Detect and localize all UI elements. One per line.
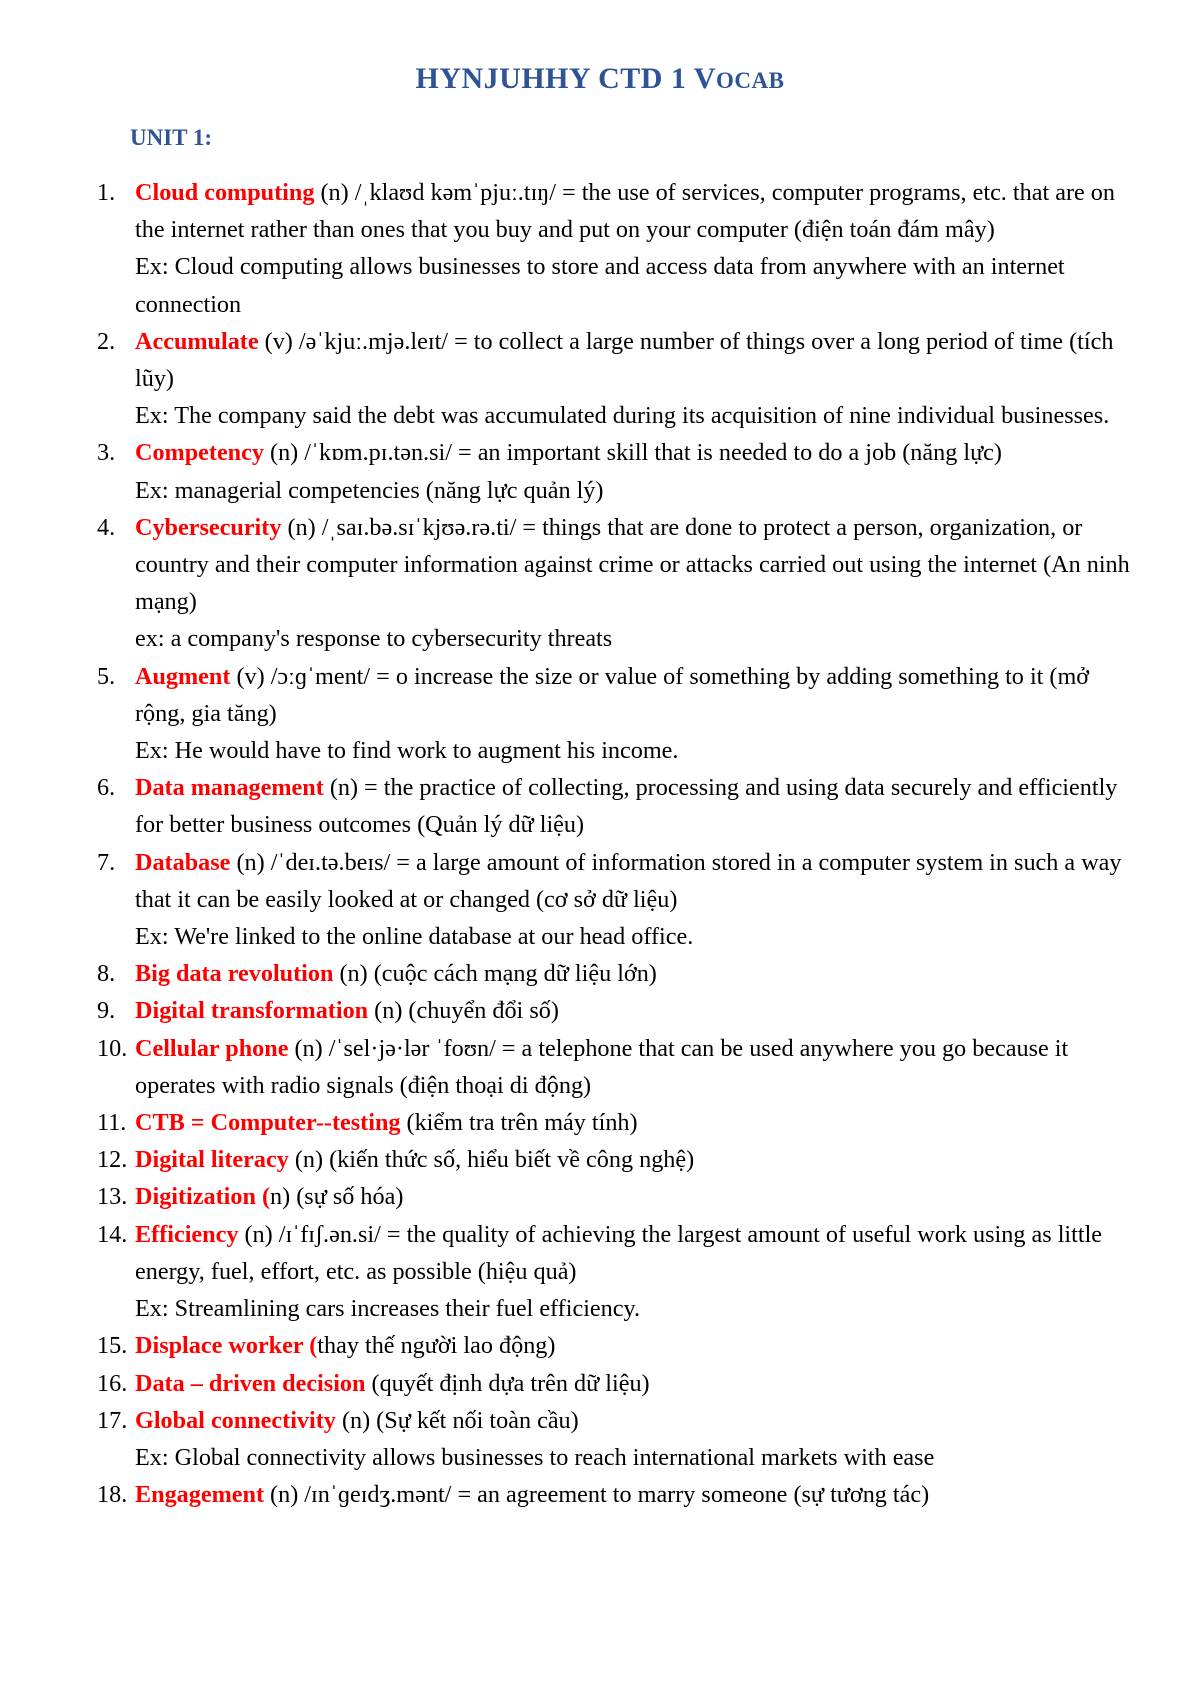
- title-part-2: CTD 1 V: [590, 62, 717, 95]
- item-number: 12.: [97, 1146, 128, 1174]
- vocab-example: Ex: The company said the debt was accumulated during its acquisition of nine individual businesses.: [135, 402, 1110, 430]
- item-number: 13.: [97, 1183, 128, 1211]
- item-number: 16.: [97, 1369, 128, 1397]
- item-number: 4.: [97, 513, 116, 541]
- vocab-term: Data – driven decision: [135, 1369, 366, 1397]
- item-number: 14.: [97, 1220, 128, 1248]
- vocab-term: Cybersecurity: [135, 513, 282, 541]
- item-number: 10.: [97, 1034, 128, 1062]
- item-number: 18.: [97, 1481, 128, 1509]
- item-number: 3.: [97, 439, 116, 467]
- vocab-example: ex: a company's response to cybersecurity threats: [135, 625, 613, 653]
- item-number: 15.: [97, 1332, 128, 1360]
- vocab-item: [0, 992, 1135, 1029]
- item-number: 11.: [97, 1109, 127, 1137]
- vocab-term: Augment: [135, 662, 231, 690]
- vocab-example: Ex: We're linked to the online database at our head office.: [135, 923, 694, 951]
- vocab-definition: (n) (chuyển đổi số): [368, 997, 559, 1025]
- vocab-term: Cloud computing: [135, 179, 315, 206]
- vocab-definition: (n) (Sự kết nối toàn cầu): [335, 1406, 579, 1434]
- vocab-term: Displace worker (: [135, 1332, 318, 1360]
- item-number: 17.: [97, 1406, 128, 1434]
- vocab-item: [0, 1476, 1135, 1513]
- vocab-term: Global connectivity: [135, 1406, 336, 1434]
- item-number: 8.: [97, 960, 116, 988]
- vocab-definition: thay thế người lao động): [317, 1332, 556, 1360]
- vocab-term: Efficiency: [135, 1220, 239, 1248]
- vocab-definition: (v) /ɔːɡˈment/ = o increase the size or value of something by adding something to it (mở rộng, gia tăng): [135, 662, 1090, 727]
- vocab-example: Ex: He would have to find work to augment his income.: [135, 737, 679, 765]
- vocab-definition: (n) /ˈkɒm.pɪ.tən.si/ = an important skill that is needed to do a job (năng lực): [263, 439, 1002, 467]
- vocab-item: [0, 509, 1135, 658]
- vocab-list: [0, 174, 1200, 1513]
- vocab-definition: (n) (kiến thức số, hiểu biết về công nghệ): [288, 1146, 695, 1174]
- vocab-item: [0, 323, 1135, 435]
- document-title: [0, 62, 1200, 96]
- vocab-item: [0, 174, 1135, 323]
- vocab-item: [0, 1365, 1135, 1402]
- vocab-item: [0, 1402, 1135, 1476]
- vocab-term: Cellular phone: [135, 1034, 289, 1062]
- vocab-definition: (n) /ɪnˈɡeɪdʒ.mənt/ = an agreement to marry someone (sự tương tác): [264, 1481, 930, 1509]
- vocab-item: [0, 955, 1135, 992]
- vocab-item: [0, 1104, 1135, 1141]
- vocab-term: Digital literacy: [135, 1146, 289, 1174]
- vocab-definition: (n) = the practice of collecting, processing and using data securely and efficiently for better business outcomes (Quản lý dữ liệu): [135, 774, 1118, 839]
- vocab-definition: (n) (cuộc cách mạng dữ liệu lớn): [333, 960, 657, 988]
- vocab-item: [0, 1178, 1135, 1215]
- vocab-term: Accumulate: [135, 327, 259, 355]
- vocab-definition: (kiểm tra trên máy tính): [400, 1109, 638, 1137]
- title-part-3: OCAB: [716, 68, 785, 93]
- item-number: 1.: [97, 179, 116, 206]
- vocab-item: [0, 1030, 1135, 1104]
- item-number: 6.: [97, 774, 116, 802]
- vocab-term: Digitization (: [135, 1183, 271, 1211]
- vocab-definition: (n) /ˈdeɪ.tə.beɪs/ = a large amount of information stored in a computer system in such a way that it can be easily looked at or changed (cơ sở dữ liệu): [135, 848, 1122, 913]
- vocab-item: [0, 844, 1135, 956]
- vocab-item: [0, 769, 1135, 843]
- vocab-definition: n) (sự số hóa): [270, 1183, 404, 1211]
- vocab-term: Database: [135, 848, 231, 876]
- vocab-term: Data management: [135, 774, 324, 802]
- item-number: 5.: [97, 662, 116, 690]
- vocab-example: Ex: managerial competencies (năng lực quản lý): [135, 476, 604, 504]
- unit-heading: UNIT 1:: [130, 125, 213, 150]
- vocab-term: Engagement: [135, 1481, 264, 1509]
- vocab-term: Competency: [135, 439, 264, 467]
- item-number: 2.: [97, 327, 116, 355]
- vocab-term: CTB = Computer--testing: [135, 1109, 401, 1137]
- vocab-item: [0, 658, 1135, 770]
- item-number: 9.: [97, 997, 116, 1025]
- vocab-definition: (n) /ˌklaʊd kəmˈpjuː.tɪŋ/ = the use of services, computer programs, etc. that are on the internet rather than ones that you buy and put on your computer (điện toán đám mây): [135, 179, 1115, 244]
- vocab-definition: (n) /ɪˈfɪʃ.ən.si/ = the quality of achieving the largest amount of useful work using as little energy, fuel, effort, etc. as possible (hiệu quả): [135, 1220, 1103, 1285]
- vocab-definition: (n) /ˌsaɪ.bə.sɪˈkjʊə.rə.ti/ = things that are done to protect a person, organization, or country and their computer information against crime or attacks carried out using the internet (An ninh mạng): [135, 513, 1130, 616]
- vocab-item: [0, 1141, 1135, 1178]
- vocab-term: Digital transformation: [135, 997, 369, 1025]
- vocab-item: [0, 434, 1135, 508]
- vocab-item: [0, 1216, 1135, 1328]
- vocab-definition: (n) /ˈsel·jə·lər ˈfoʊn/ = a telephone that can be used anywhere you go because it operates with radio signals (điện thoại di động): [135, 1034, 1069, 1099]
- vocab-item: [0, 1327, 1135, 1364]
- vocab-definition: (quyết định dựa trên dữ liệu): [365, 1369, 650, 1397]
- vocab-example: Ex: Streamlining cars increases their fuel efficiency.: [135, 1295, 641, 1323]
- vocab-example: Ex: Cloud computing allows businesses to store and access data from anywhere with an internet connection: [135, 253, 1065, 318]
- vocab-definition: (v) /əˈkjuː.mjə.leɪt/ = to collect a large number of things over a long period of time (tích lũy): [135, 327, 1114, 393]
- vocab-example: Ex: Global connectivity allows businesses to reach international markets with ease: [135, 1443, 935, 1471]
- title-part-1: HYNJUHHY: [415, 62, 591, 95]
- item-number: 7.: [97, 848, 116, 876]
- vocab-term: Big data revolution: [135, 960, 334, 988]
